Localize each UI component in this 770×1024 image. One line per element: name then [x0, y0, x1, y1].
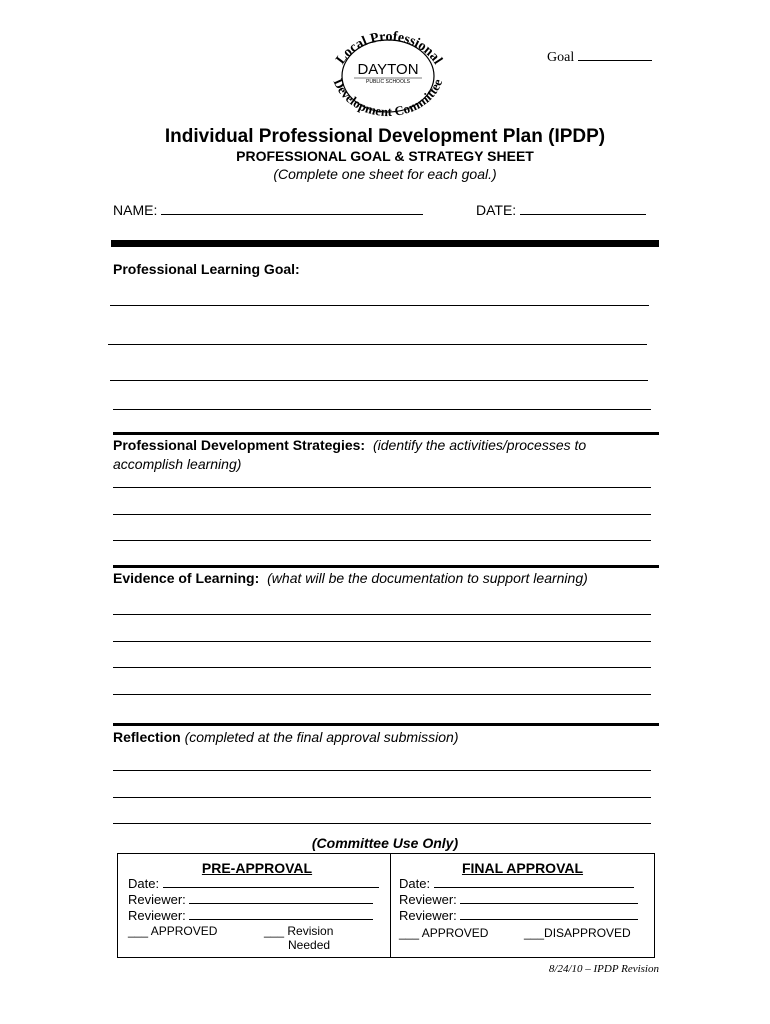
- goal-number: [547, 47, 652, 66]
- evidence-line[interactable]: [113, 694, 651, 695]
- final-reviewer-row: [399, 892, 649, 908]
- strategies-line[interactable]: [113, 540, 651, 541]
- strategies-line[interactable]: [113, 514, 651, 515]
- pre-revision-option-cont: Needed: [288, 938, 331, 952]
- page-note: (Complete one sheet for each goal.): [273, 166, 497, 182]
- name-field[interactable]: [161, 201, 423, 215]
- final-approval-heading: FINAL APPROVAL: [461, 860, 584, 876]
- goal-line[interactable]: [113, 409, 651, 410]
- evidence-label: Evidence of Learning:: [113, 570, 260, 586]
- pre-date-label: Date:: [128, 876, 160, 891]
- reflection-line[interactable]: [113, 770, 651, 771]
- final-date-label: Date:: [399, 876, 431, 891]
- goal-line[interactable]: [108, 344, 647, 345]
- final-date-field[interactable]: [434, 876, 634, 888]
- logo-name: DAYTON: [357, 61, 419, 78]
- logo-top-text: Local Professional: [333, 29, 445, 68]
- revision-footer: 8/24/10 – IPDP Revision: [548, 963, 659, 975]
- reflection-heading: [113, 729, 459, 745]
- pre-reviewer-label: Reviewer:: [128, 908, 186, 923]
- heavy-divider: [111, 240, 659, 247]
- final-reviewer-row: [399, 908, 649, 924]
- evidence-line[interactable]: [113, 667, 651, 668]
- date-label: DATE:: [476, 202, 517, 218]
- committee-title: (Committee Use Only): [311, 835, 459, 851]
- name-row: [113, 201, 423, 218]
- reflection-line[interactable]: [113, 797, 651, 798]
- strategies-heading: [113, 436, 586, 474]
- pre-reviewer-field[interactable]: [189, 892, 373, 904]
- goal-line[interactable]: [110, 305, 649, 306]
- pre-approved-option[interactable]: ___ APPROVED: [128, 924, 218, 938]
- committee-divider: [390, 854, 391, 957]
- goal-line[interactable]: [110, 380, 648, 381]
- goal-label: Goal: [547, 50, 575, 65]
- final-reviewer-label: Reviewer:: [399, 892, 457, 907]
- reflection-line[interactable]: [113, 823, 651, 824]
- pre-date-row: [128, 876, 390, 892]
- pre-reviewer-label: Reviewer:: [128, 892, 186, 907]
- date-row: [476, 201, 646, 218]
- strategies-line[interactable]: [113, 487, 651, 488]
- goal-number-field[interactable]: [578, 47, 652, 61]
- final-reviewer-field[interactable]: [460, 908, 638, 920]
- page-subtitle: PROFESSIONAL GOAL & STRATEGY SHEET: [236, 148, 534, 164]
- evidence-heading: [113, 570, 588, 586]
- goal-section-label: Professional Learning Goal:: [113, 261, 300, 277]
- pre-approval-heading: PRE-APPROVAL: [201, 860, 313, 876]
- pre-date-field[interactable]: [163, 876, 379, 888]
- lpdc-logo: [322, 20, 452, 120]
- section-divider: [113, 565, 659, 568]
- pre-approval-cell: [128, 860, 390, 952]
- name-label: NAME:: [113, 202, 158, 218]
- logo-sub: PUBLIC SCHOOLS: [366, 79, 410, 85]
- strategies-label: Professional Development Strategies:: [113, 437, 366, 453]
- section-divider: [113, 723, 659, 726]
- date-field[interactable]: [520, 201, 646, 215]
- final-options: [399, 924, 649, 952]
- final-reviewer-field[interactable]: [460, 892, 638, 904]
- pre-reviewer-row: [128, 908, 390, 924]
- pre-reviewer-field[interactable]: [189, 908, 373, 920]
- final-disapproved-option[interactable]: ___DISAPPROVED: [524, 926, 631, 940]
- committee-table: [117, 853, 655, 958]
- evidence-hint: (what will be the documentation to support learning): [267, 570, 588, 586]
- final-date-row: [399, 876, 649, 892]
- section-divider: [113, 432, 659, 435]
- final-approval-cell: [399, 860, 649, 952]
- final-approved-option[interactable]: ___ APPROVED: [399, 926, 489, 940]
- logo-bottom-text: Development Committee: [330, 76, 446, 120]
- strategies-hint-cont: accomplish learning): [113, 456, 242, 472]
- final-reviewer-label: Reviewer:: [399, 908, 457, 923]
- reflection-label: Reflection: [113, 729, 181, 745]
- evidence-line[interactable]: [113, 641, 651, 642]
- reflection-hint: (completed at the final approval submission): [184, 729, 459, 745]
- page-title: Individual Professional Development Plan (IPDP): [164, 126, 606, 147]
- evidence-line[interactable]: [113, 614, 651, 615]
- pre-revision-option[interactable]: ___ Revision: [264, 924, 334, 938]
- pre-options: [128, 924, 390, 952]
- strategies-hint: (identify the activities/processes to: [372, 437, 587, 453]
- pre-reviewer-row: [128, 892, 390, 908]
